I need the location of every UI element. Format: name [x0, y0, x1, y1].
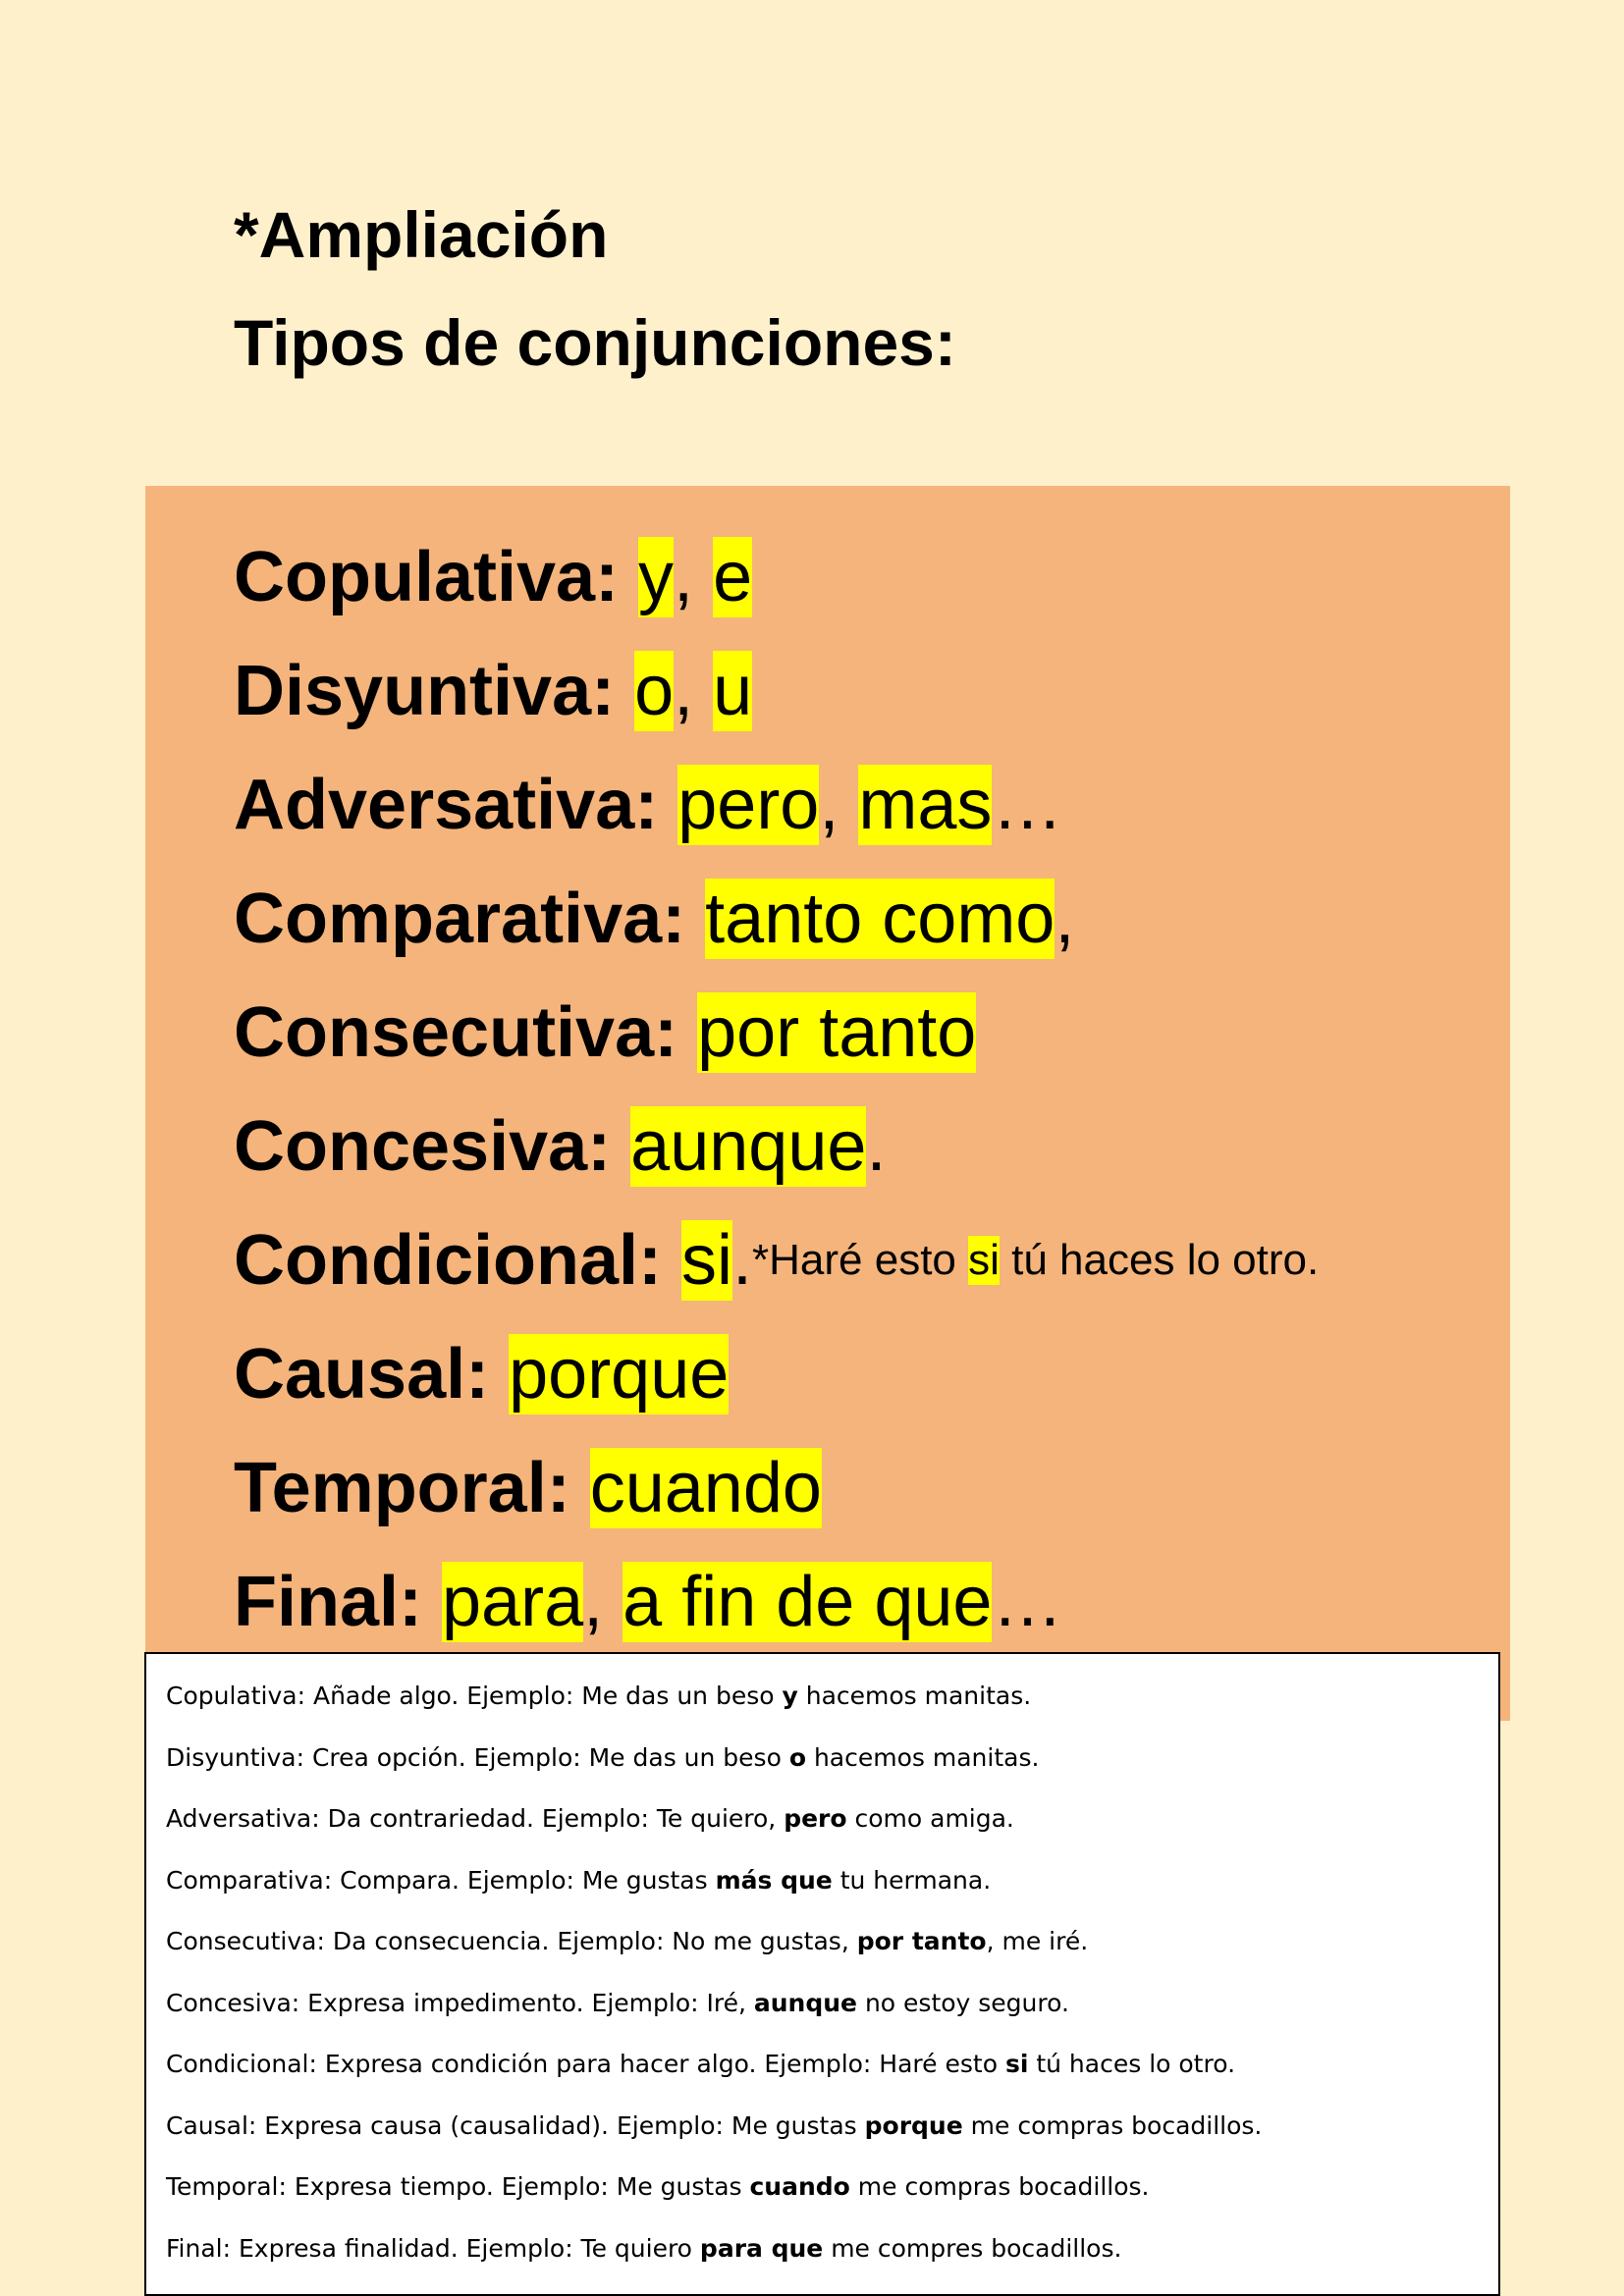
highlighted-conjunction: cuando	[589, 1449, 822, 1527]
separator-text: .	[732, 1221, 753, 1300]
separator-text: …	[992, 1563, 1063, 1641]
definition-text: como amiga.	[846, 1804, 1014, 1833]
conjunction-type-label: Comparativa:	[234, 880, 686, 958]
definition-text: hacemos manitas.	[806, 1742, 1040, 1772]
definition-text: Comparativa: Compara. Ejemplo: Me gustas	[166, 1865, 716, 1895]
definition-text: me compres bocadillos.	[823, 2233, 1122, 2263]
separator-text	[685, 879, 705, 959]
definition-line	[166, 1666, 1498, 1728]
definition-line	[166, 2096, 1498, 2158]
highlighted-conjunction: y	[638, 538, 675, 616]
definition-text: , me iré.	[986, 1927, 1089, 1955]
conjunction-type-label: Concesiva:	[234, 1107, 612, 1186]
definition-line	[166, 2034, 1498, 2096]
separator-text: .	[866, 1107, 887, 1186]
conjunction-type-label: Adversativa:	[234, 766, 659, 844]
definition-text: Final: Expresa finalidad. Ejemplo: Te quiero	[166, 2233, 700, 2263]
highlighted-conjunction: aunque	[630, 1107, 867, 1186]
definition-text: tu hermana.	[832, 1865, 992, 1895]
conjunction-type-row	[234, 1090, 1319, 1203]
highlighted-conjunction: por tanto	[697, 993, 977, 1072]
highlighted-conjunction: e	[713, 538, 753, 616]
separator-text: …	[992, 766, 1063, 844]
conjunction-type-label: Consecutiva:	[234, 993, 678, 1072]
section-heading: Tipos de conjunciones:	[234, 306, 956, 379]
definition-text: me compras bocadillos.	[849, 2172, 1150, 2201]
example-note: *Haré esto	[752, 1236, 969, 1284]
definition-text: Condicional: Expresa condición para hacer algo. Ejemplo: Haré esto	[166, 2050, 1005, 2078]
conjunction-type-row	[234, 976, 1319, 1090]
separator-text: ,	[674, 652, 714, 730]
conjunction-type-row	[234, 862, 1319, 976]
definition-text: Adversativa: Da contrariedad. Ejemplo: Te quiero,	[166, 1804, 785, 1833]
separator-text: ,	[819, 766, 859, 844]
conjunction-types-list	[234, 520, 1319, 1659]
definition-text: me compras bocadillos.	[962, 2110, 1263, 2140]
conjunction-type-label: Disyuntiva:	[234, 652, 616, 730]
definition-text: hacemos manitas.	[797, 1682, 1032, 1710]
definition-line	[166, 2218, 1498, 2280]
definition-text: tú haces lo otro.	[1028, 2050, 1236, 2078]
separator-text	[422, 1562, 442, 1642]
separator-text: ,	[674, 538, 714, 616]
definition-example-conjunction: más que	[715, 1865, 833, 1895]
highlighted-conjunction: o	[634, 652, 675, 730]
conjunction-type-row	[234, 1431, 1319, 1545]
definition-line	[166, 1973, 1498, 2035]
highlighted-conjunction: pero	[677, 766, 820, 844]
conjunction-type-row	[234, 520, 1319, 634]
separator-text	[570, 1448, 590, 1528]
conjunction-type-row	[234, 1545, 1319, 1659]
highlighted-conjunction: si	[681, 1221, 732, 1300]
highlighted-conjunction: tanto como	[705, 880, 1056, 958]
separator-text	[662, 1220, 681, 1301]
conjunction-type-row	[234, 748, 1319, 862]
highlighted-conjunction: mas	[858, 766, 993, 844]
definition-text: Temporal: Expresa tiempo. Ejemplo: Me gustas	[166, 2172, 750, 2201]
definition-example-conjunction: aunque	[753, 1988, 857, 2017]
definition-text: no estoy seguro.	[857, 1988, 1069, 2017]
conjunction-type-label: Final:	[234, 1563, 422, 1641]
definition-line	[166, 1850, 1498, 1912]
separator-text	[615, 651, 634, 731]
definition-example-conjunction: si	[1004, 2050, 1029, 2078]
conjunction-type-label: Temporal:	[234, 1449, 570, 1527]
definition-text: Copulativa: Añade algo. Ejemplo: Me das un beso	[166, 1682, 783, 1710]
definition-line	[166, 1789, 1498, 1850]
definition-example-conjunction: porque	[864, 2110, 963, 2140]
example-note: tú haces lo otro.	[999, 1236, 1320, 1284]
separator-text: ,	[583, 1563, 623, 1641]
definition-example-conjunction: o	[788, 1742, 807, 1772]
conjunction-type-label: Copulativa:	[234, 538, 620, 616]
definition-line	[166, 2157, 1498, 2218]
definition-example-conjunction: y	[782, 1682, 798, 1710]
definition-example-conjunction: cuando	[749, 2172, 850, 2201]
conjunction-type-label: Condicional:	[234, 1221, 662, 1300]
highlighted-conjunction: para	[442, 1563, 584, 1641]
definition-line	[166, 1728, 1498, 1789]
page-title: *Ampliación	[234, 198, 609, 271]
conjunction-type-label: Causal:	[234, 1335, 490, 1414]
separator-text	[677, 992, 697, 1073]
conjunction-type-row	[234, 1203, 1319, 1317]
definition-line	[166, 1911, 1498, 1973]
definition-text: Concesiva: Expresa impedimento. Ejemplo: Iré,	[166, 1988, 754, 2017]
separator-text	[611, 1106, 630, 1187]
conjunction-type-row	[234, 634, 1319, 748]
separator-text	[489, 1334, 509, 1415]
definitions-box	[144, 1652, 1500, 2296]
separator-text	[619, 537, 638, 617]
highlighted-conjunction: u	[713, 652, 753, 730]
definition-text: Consecutiva: Da consecuencia. Ejemplo: No me gustas,	[166, 1927, 857, 1955]
highlighted-conjunction: porque	[509, 1335, 730, 1414]
highlighted-conjunction: si	[968, 1236, 1000, 1284]
definition-example-conjunction: pero	[784, 1804, 847, 1833]
definition-example-conjunction: para que	[699, 2233, 824, 2263]
highlighted-conjunction: a fin de que	[623, 1563, 993, 1641]
definition-text: Causal: Expresa causa (causalidad). Ejemplo: Me gustas	[166, 2110, 865, 2140]
separator-text	[658, 765, 677, 845]
conjunction-type-row	[234, 1317, 1319, 1431]
definition-example-conjunction: por tanto	[856, 1927, 987, 1955]
definition-text: Disyuntiva: Crea opción. Ejemplo: Me das un beso	[166, 1742, 789, 1772]
separator-text: ,	[1055, 880, 1075, 958]
